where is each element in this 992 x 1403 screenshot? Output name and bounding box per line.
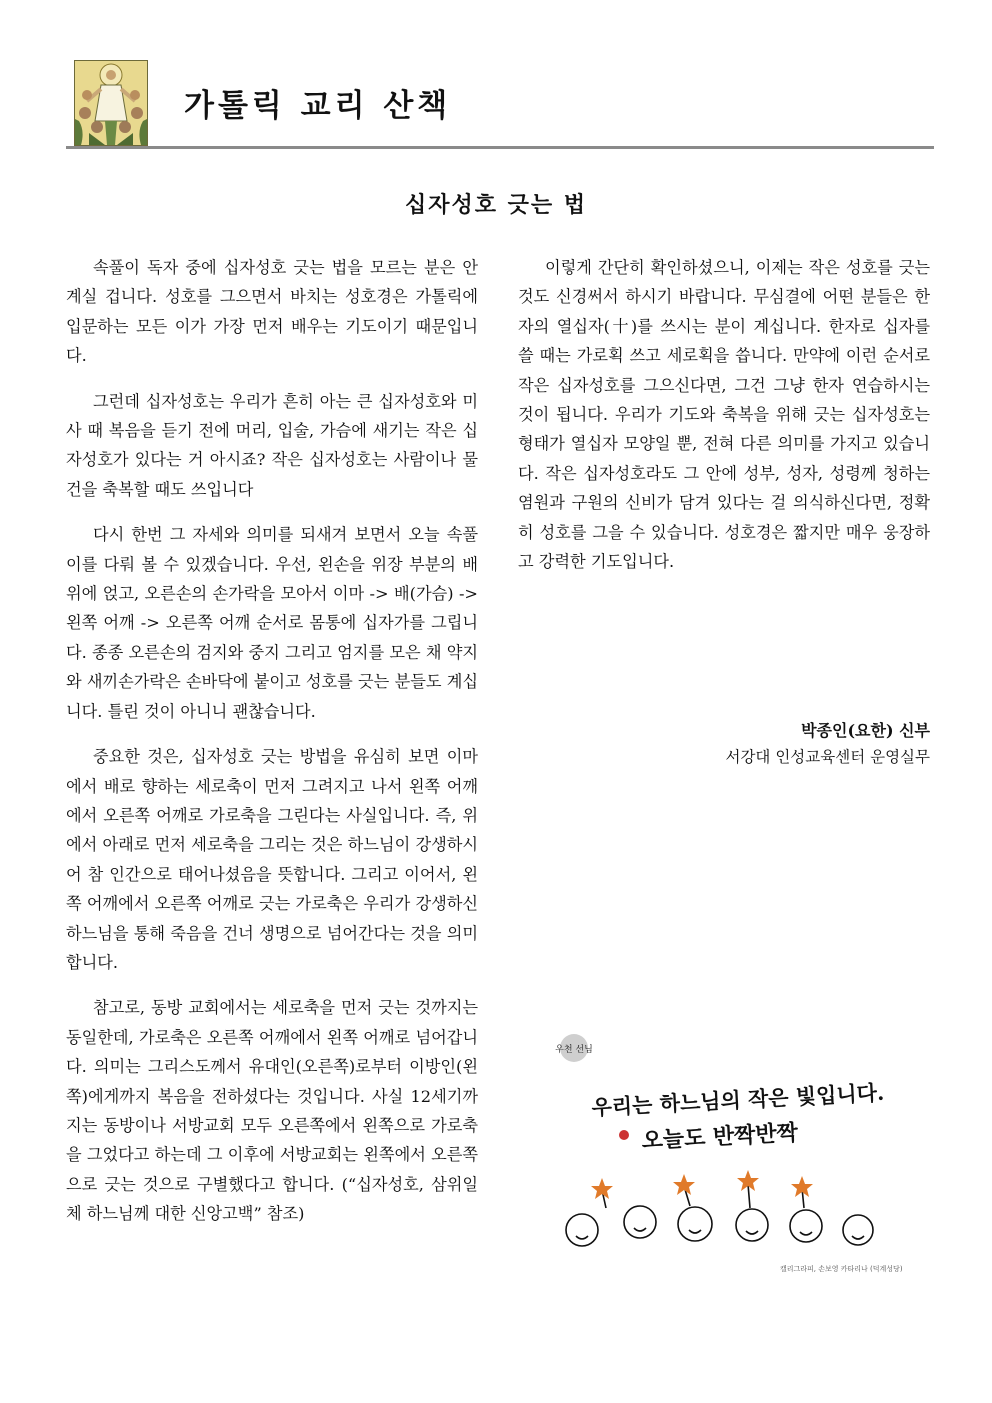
calligraphy-line-1: 우리는 하느님의 작은 빛입니다. <box>590 1079 885 1120</box>
left-column <box>66 253 478 1245</box>
header-divider <box>66 146 934 149</box>
artwork-credit: 캘리그라피, 손보영 카타리나 (덕계성당) <box>780 1265 903 1273</box>
author-name: 박종인(요한) 신부 <box>801 721 930 740</box>
paragraph: 다시 한번 그 자세와 의미를 되새겨 보면서 오늘 속풀이를 다뤄 볼 수 있겠습니다. 우선, 왼손을 위장 부분의 배 위에 얹고, 오른손의 손가락을 모아서 이마 -> 배(가슴) -> 왼쪽 어깨 -> 오른쪽 어깨 순서로 몸통에 십자가를 그립니다. 종종 오른손의 검지와 중지 그리고 엄지를 모은 채 약지와 새끼손가락은 손바닥에 붙이고 성호를 긋는 분들도 계십니다. 틀린 것이 아니니 괜찮습니다. <box>66 525 478 721</box>
paragraph: 참고로, 동방 교회에서는 세로축을 먼저 긋는 것까지는 동일한데, 가로축은 오른쪽 어깨에서 왼쪽 어깨로 넘어갑니다. 의미는 그리스도께서 유대인(오른쪽)로부터 이방인(왼쪽)에게까지 복음을 전하셨다는 것입니다. 사실 12세기까지는 동방이나 서방교회 모두 오른쪽에서 왼쪽으로 가로축을 그었다고 하는데 그 이후에 서방교회는 왼쪽에서 오른쪽으로 긋는 것으로 구별했다고 합니다. (“십자성호, 삼위일체 하느님께 대한 신앙고백” 참조) <box>66 998 478 1224</box>
paragraph: 그런데 십자성호는 우리가 흔히 아는 큰 십자성호와 미사 때 복음을 듣기 전에 머리, 입술, 가슴에 새기는 작은 십자성호가 있다는 거 아시죠? 작은 십자성호는 사람이나 물건을 축복할 때도 쓰입니다 <box>66 391 478 499</box>
calligraphy-line-2: 오늘도 반짝반짝 <box>640 1119 799 1154</box>
author-role: 서강대 인성교육센터 운영실무 <box>725 748 930 766</box>
page-header <box>66 58 934 150</box>
paragraph: 속풀이 독자 중에 십자성호 긋는 법을 모르는 분은 안 계실 겁니다. 성호를 그으면서 바치는 성호경은 가톨릭에 입문하는 모든 이가 가장 먼저 배우는 기도이기 때문입니다. <box>66 258 478 366</box>
jesus-and-disciples-illustration-icon <box>74 60 148 146</box>
paragraph: 이렇게 간단히 확인하셨으니, 이제는 작은 성호를 긋는 것도 신경써서 하시기 바랍니다. 무심결에 어떤 분들은 한자의 열십자(十)를 쓰시는 분이 계십니다. 한자로 십자를 쓸 때는 가로획 쓰고 세로획을 씁니다. 만약에 이런 순서로 작은 십자성호를 그으신다면, 그건 그냥 한자 연습하시는 것이 됩니다. 우리가 기도와 축복을 위해 긋는 십자성호는 형태가 열십자 모양일 뿐, 전혀 다른 의미를 가지고 있습니다. 작은 십자성호라도 그 안에 성부, 성자, 성령께 청하는 염원과 구원의 신비가 담겨 있다는 걸 의식하신다면, 정확히 성호를 그을 수 있습니다. 성호경은 짧지만 매우 웅장하고 강력한 기도입니다. <box>518 258 930 572</box>
calligraphy-artwork <box>552 1030 892 1280</box>
children-faces-drawing <box>566 1184 873 1246</box>
star-decorations <box>591 1170 813 1199</box>
page-title: 가톨릭 교리 산책 <box>184 88 452 124</box>
paragraph: 중요한 것은, 십자성호 긋는 방법을 유심히 보면 이마에서 배로 향하는 세로축이 먼저 그려지고 나서 왼쪽 어깨에서 오른쪽 어깨로 가로축을 그린다는 사실입니다. 즉, 위에서 아래로 먼저 세로축을 그리는 것은 하느님이 강생하시어 참 인간으로 태어나셨음을 뜻합니다. 그리고 이어서, 왼쪽 어깨에서 오른쪽 어깨로 긋는 가로축은 우리가 강생하신 하느님을 통해 죽음을 건너 생명으로 넘어간다는 것을 의미합니다. <box>66 747 478 972</box>
right-column <box>518 253 930 592</box>
article-title: 십자성호 긋는 법 <box>404 192 588 218</box>
stamp-text: 우천 선님 <box>555 1045 593 1055</box>
author-signature <box>725 718 930 770</box>
calligraphy-illustration <box>552 1030 892 1280</box>
